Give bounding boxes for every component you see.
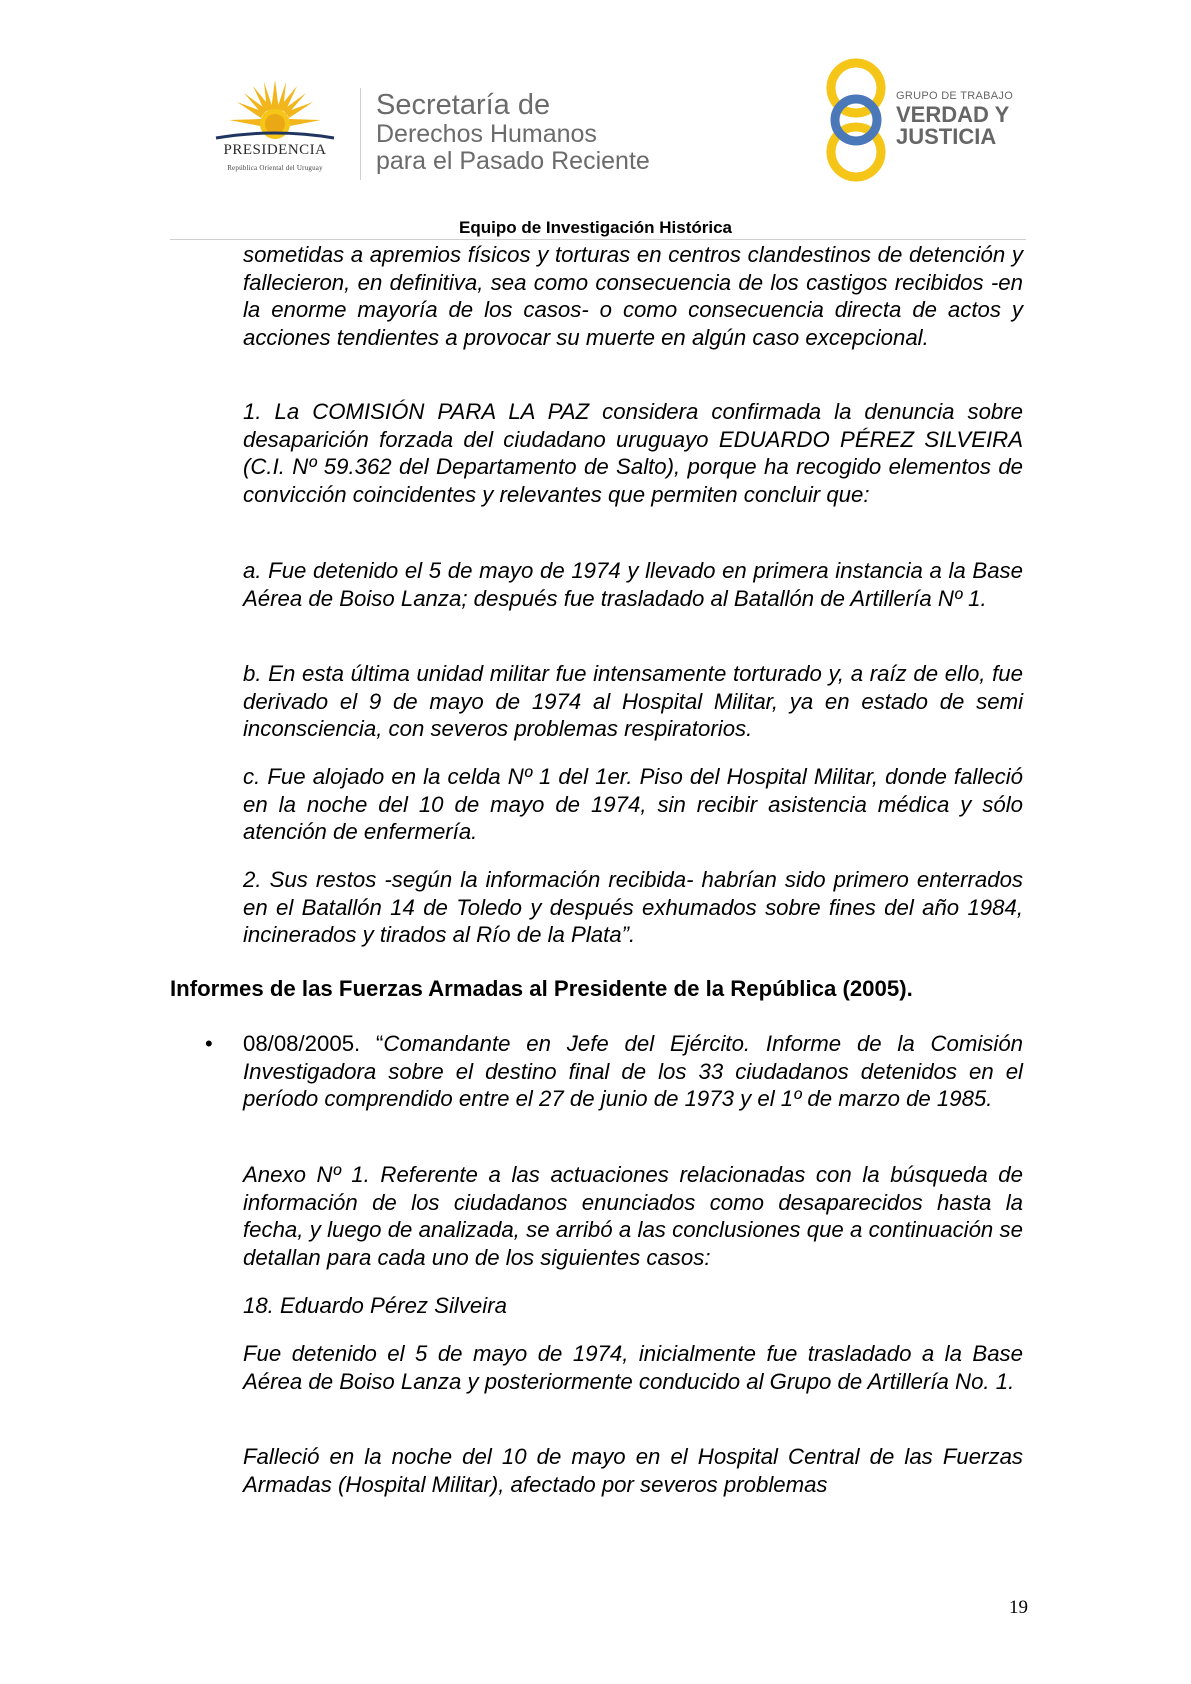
paragraph-case-death: Falleció en la noche del 10 de mayo en el Hospital Central de las Fuerzas Armadas (Hospital Militar), afectado por severos problemas <box>243 1444 1023 1497</box>
grupo-line-2: VERDAD Y <box>896 102 1010 127</box>
bullet-marker: • <box>205 1031 213 1056</box>
grupo-line-1: GRUPO DE TRABAJO <box>896 90 1014 102</box>
paragraph-item-a: a. Fue detenido el 5 de mayo de 1974 y llevado en primera instancia a la Base Aérea de Boiso Lanza; después fue trasladado al Batallón de Artillería Nº 1. <box>243 558 1023 611</box>
paragraph-conclusion-2: 2. Sus restos -según la información recibida- habrían sido primero enterrados en el Batallón 14 de Toledo y después exhumados sobre fines del año 1984, incinerados y tirados al Río de la Plata”. <box>243 867 1023 948</box>
secretaria-line-2: Derechos Humanos <box>376 120 597 148</box>
paragraph-conclusion-1: 1. La COMISIÓN PARA LA PAZ considera confirmada la denuncia sobre desaparición forzada del ciudadano uruguayo EDUARDO PÉREZ SILVEIRA (C.I. Nº 59.362 del Departamento de Salto), porque ha recogido elementos de convicción coincidentes y relevantes que permiten concluir que: <box>243 399 1023 507</box>
rings-emblem-icon <box>820 58 892 182</box>
paragraph-continuation: sometidas a apremios físicos y torturas en centros clandestinos de detención y fallecieron, en definitiva, sea como consecuencia de los castigos recibidos -en la enorme mayoría de los casos- o como consecuencia directa de actos y acciones tendientes a provocar su muerte en algún caso excepcional. <box>243 242 1023 350</box>
verdad-justicia-logo <box>820 58 1060 182</box>
paragraph-annex: Anexo Nº 1. Referente a las actuaciones relacionadas con la búsqueda de información de los ciudadanos enunciados como desaparecidos hasta la fecha, y luego de analizada, se arribó a las conclusiones que a continuación se detallan para cada uno de los siguientes casos: <box>243 1162 1023 1270</box>
team-header: Equipo de Investigación Histórica <box>459 218 732 237</box>
section-heading: Informes de las Fuerzas Armadas al Presidente de la República (2005). <box>170 976 913 1001</box>
header-divider <box>360 88 361 180</box>
page-number: 19 <box>1009 1597 1028 1618</box>
secretaria-line-1: Secretaría de <box>376 89 551 121</box>
sun-emblem-icon <box>196 80 354 144</box>
paragraph-item-c: c. Fue alojado en la celda Nº 1 del 1er. Piso del Hospital Militar, donde falleció en la noche del 10 de mayo de 1974, sin recibir asistencia médica y sólo atención de enfermería. <box>243 764 1023 845</box>
secretaria-logo <box>376 90 716 175</box>
report-title: Comandante en Jefe del Ejército. Informe de la Comisión Investigadora sobre el destino final de los 33 ciudadanos detenidos en el período comprendido entre el 27 de junio de 1973 y el 1º de marzo de 1985. <box>243 1031 1023 1112</box>
header-rule <box>170 239 1026 240</box>
paragraph-case-title: 18. Eduardo Pérez Silveira <box>243 1293 507 1318</box>
grupo-line-3: JUSTICIA <box>896 124 997 149</box>
presidencia-logo <box>196 80 354 176</box>
republica-wordmark: República Oriental del Uruguay <box>227 164 323 172</box>
paragraph-item-b: b. En esta última unidad militar fue intensamente torturado y, a raíz de ello, fue derivado el 9 de mayo de 1974 al Hospital Militar, ya en estado de semi inconsciencia, con severos problemas respiratorios. <box>243 661 1023 742</box>
paragraph-bullet-report <box>243 1030 1023 1113</box>
presidencia-wordmark: PRESIDENCIA <box>223 142 327 158</box>
paragraph-case-detention: Fue detenido el 5 de mayo de 1974, inicialmente fue trasladado a la Base Aérea de Boiso Lanza y posteriormente conducido al Grupo de Artillería No. 1. <box>243 1341 1023 1394</box>
report-date: 08/08/2005. “ <box>243 1031 384 1056</box>
secretaria-line-3: para el Pasado Reciente <box>376 147 650 175</box>
